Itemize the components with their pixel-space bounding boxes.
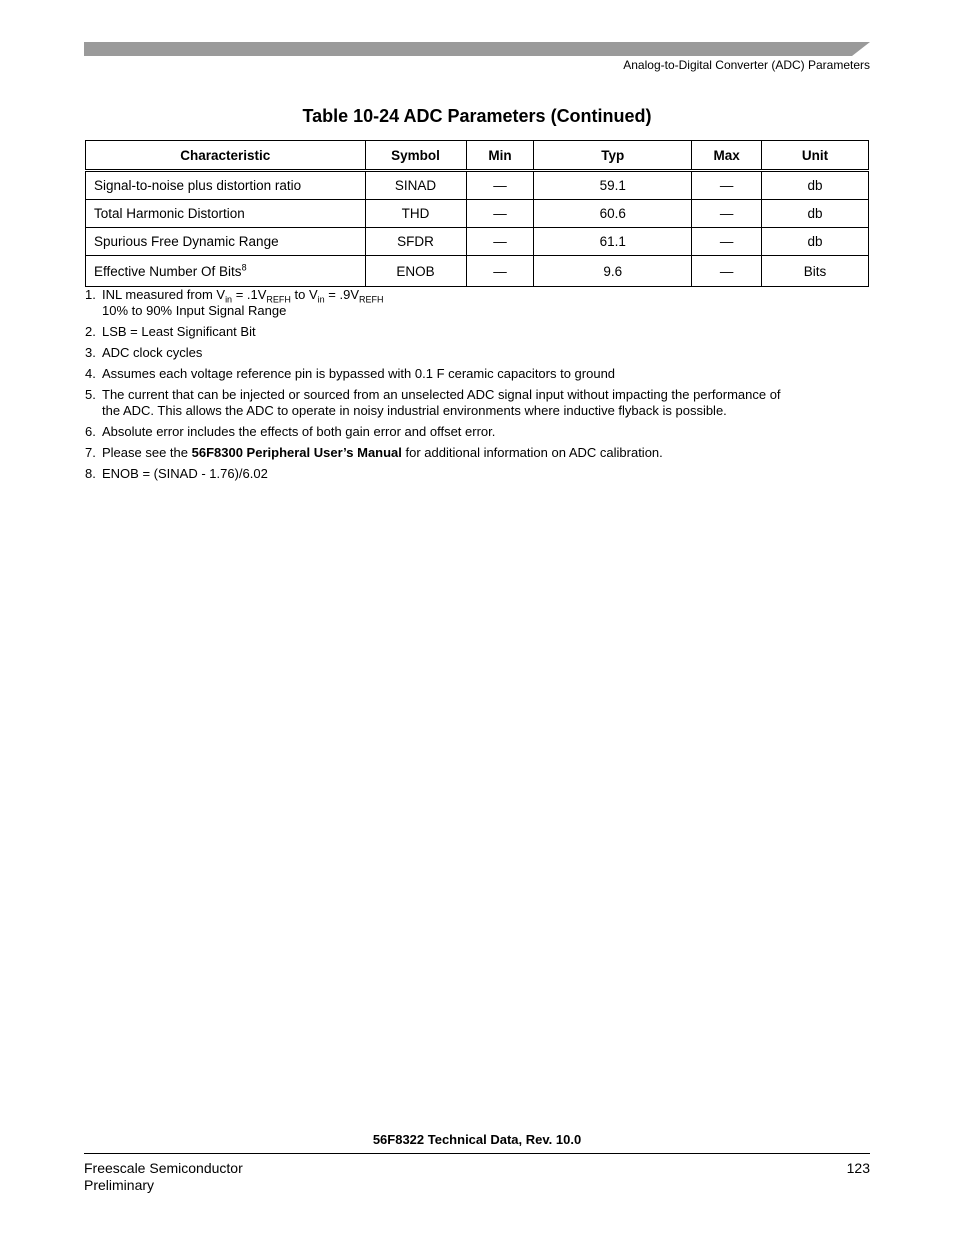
note-text [102, 287, 384, 305]
note-text-line-2: 10% to 90% Input Signal Range [102, 303, 287, 318]
cell-max: — [692, 228, 762, 256]
cell-min: — [466, 171, 534, 200]
note-number: 5. [85, 387, 96, 402]
table-row [86, 256, 869, 287]
column-header-characteristic: Characteristic [86, 141, 366, 171]
adc-parameters-table [85, 140, 869, 287]
running-head: Analog-to-Digital Converter (ADC) Parameters [623, 58, 870, 72]
note-number: 1. [85, 287, 96, 302]
note-4 [85, 366, 845, 382]
header-bar [84, 42, 870, 56]
cell-unit: db [762, 171, 869, 200]
note-text-part: INL measured from V [102, 287, 226, 302]
footer-divider [84, 1153, 870, 1154]
column-header-min: Min [466, 141, 534, 171]
subscript: REFH [266, 294, 291, 305]
table-row [86, 171, 869, 200]
cell-unit: db [762, 200, 869, 228]
note-text-part: Please see the [102, 445, 192, 460]
cell-typ: 60.6 [534, 200, 692, 228]
column-header-symbol: Symbol [365, 141, 466, 171]
cell-unit: Bits [762, 256, 869, 287]
note-number: 3. [85, 345, 96, 360]
note-text-part: for additional information on ADC calibration. [401, 445, 663, 460]
note-text: Assumes each voltage reference pin is bypassed with 0.1 F ceramic capacitors to ground [102, 366, 616, 381]
footnote-ref: 8 [241, 262, 247, 272]
cell-typ: 9.6 [534, 256, 692, 287]
cell-typ: 59.1 [534, 171, 692, 200]
note-text: ENOB = (SINAD - 1.76)/6.02 [102, 466, 268, 481]
note-text-part: to V [290, 287, 318, 302]
note-text [102, 445, 663, 460]
note-6 [85, 424, 845, 440]
note-number: 2. [85, 324, 96, 339]
footer-doc-title: 56F8322 Technical Data, Rev. 10.0 [372, 1132, 582, 1147]
cell-symbol: THD [365, 200, 466, 228]
manual-title: 56F8300 Peripheral User’s Manual [191, 445, 402, 460]
note-number: 4. [85, 366, 96, 381]
column-header-unit: Unit [762, 141, 869, 171]
cell-symbol: ENOB [365, 256, 466, 287]
cell-typ: 61.1 [534, 228, 692, 256]
table-notes [85, 287, 845, 487]
cell-characteristic [86, 256, 366, 287]
note-text-line-1: The current that can be injected or sourced from an unselected ADC signal input without impacting the performance of [102, 387, 781, 402]
table-row [86, 200, 869, 228]
note-number: 6. [85, 424, 96, 439]
subscript: REFH [359, 294, 384, 305]
footer-left [84, 1160, 243, 1194]
cell-characteristic: Signal-to-noise plus distortion ratio [86, 171, 366, 200]
note-8 [85, 466, 845, 482]
cell-min: — [466, 256, 534, 287]
cell-characteristic: Spurious Free Dynamic Range [86, 228, 366, 256]
cell-max: — [692, 171, 762, 200]
cell-min: — [466, 200, 534, 228]
note-1 [85, 287, 845, 319]
footer-status: Preliminary [84, 1177, 155, 1193]
note-7 [85, 445, 845, 461]
subscript: in [225, 294, 233, 305]
note-3 [85, 345, 845, 361]
cell-min: — [466, 228, 534, 256]
cell-symbol: SFDR [365, 228, 466, 256]
table-title: Table 10-24 ADC Parameters (Continued) [302, 106, 652, 126]
cell-characteristic: Total Harmonic Distortion [86, 200, 366, 228]
note-5 [85, 387, 845, 419]
note-text: ADC clock cycles [102, 345, 203, 360]
note-number: 7. [85, 445, 96, 460]
column-header-typ: Typ [534, 141, 692, 171]
cell-symbol: SINAD [365, 171, 466, 200]
note-number: 8. [85, 466, 96, 481]
table-header-row [86, 141, 869, 171]
note-text-line-2: the ADC. This allows the ADC to operate in noisy industrial environments where inductive flyback is possible. [102, 403, 727, 418]
note-text-part: = .9V [324, 287, 359, 302]
subscript: in [317, 294, 325, 305]
note-text: Absolute error includes the effects of both gain error and offset error. [102, 424, 496, 439]
column-header-max: Max [692, 141, 762, 171]
cell-max: — [692, 256, 762, 287]
note-text: LSB = Least Significant Bit [102, 324, 256, 339]
note-2 [85, 324, 845, 340]
footer-company: Freescale Semiconductor [84, 1160, 243, 1176]
characteristic-text: Effective Number Of Bits [94, 263, 242, 279]
cell-max: — [692, 200, 762, 228]
note-text-part: = .1V [232, 287, 267, 302]
cell-unit: db [762, 228, 869, 256]
page-number: 123 [846, 1160, 870, 1176]
table-row [86, 228, 869, 256]
